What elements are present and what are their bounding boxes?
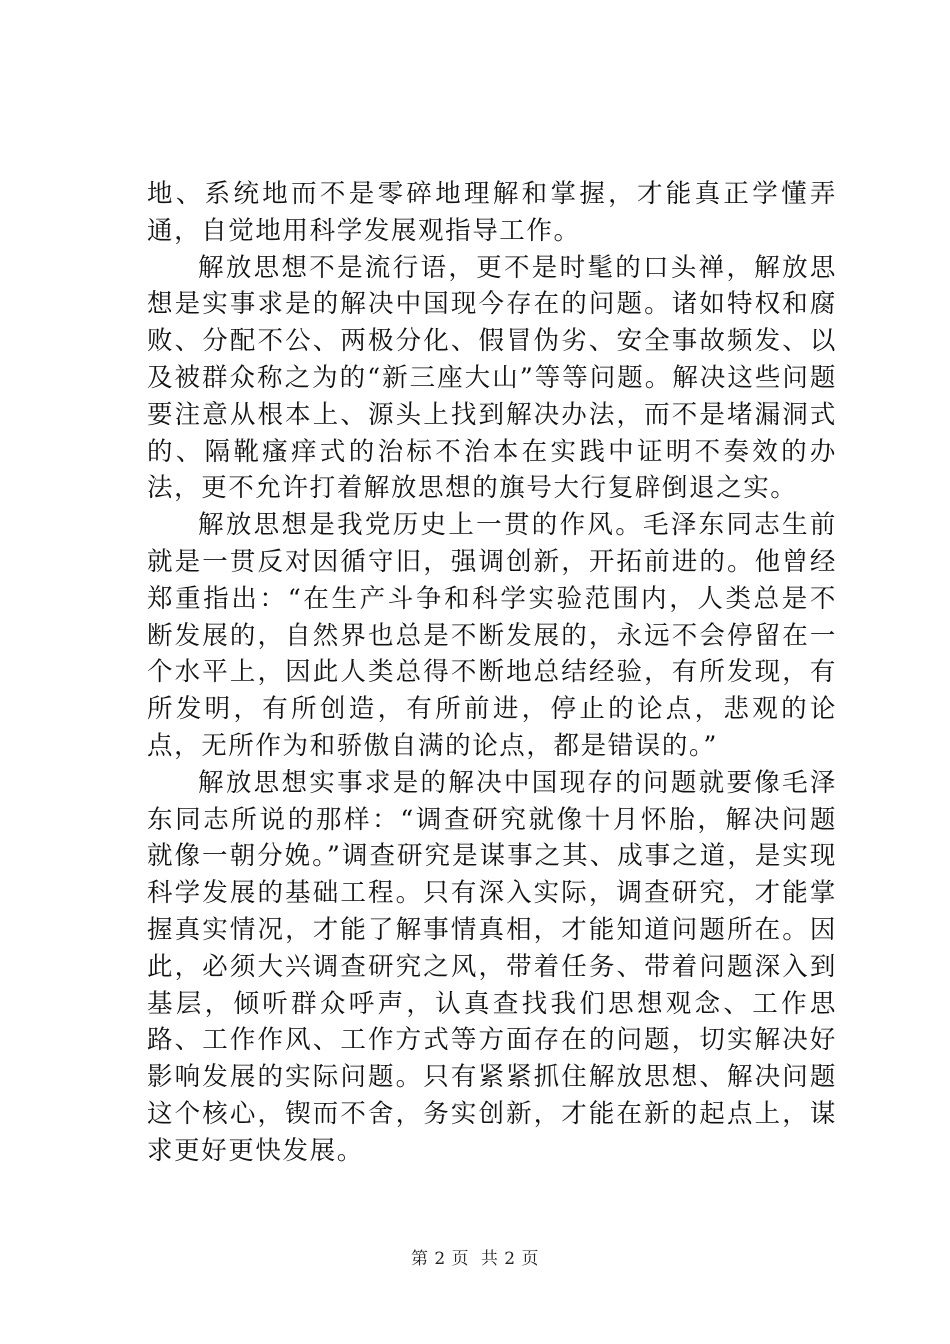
page-footer <box>0 1244 950 1269</box>
paragraph-2: 解放思想不是流行语，更不是时髦的口头禅，解放思想是实事求是的解决中国现今存在的问题。诸如特权和腐败、分配不公、两极分化、假冒伪劣、安全事故频发、以及被群众称之为的“新三座大山”等等问题。解决这些问题要注意从根本上、源头上找到解决办法，而不是堵漏洞式的、隔靴瘙痒式的治标不治本在实践中证明不奏效的办法，更不允许打着解放思想的旗号大行复辟倒退之实。 <box>147 252 837 504</box>
paragraph-1: 地、系统地而不是零碎地理解和掌握，才能真正学懂弄通，自觉地用科学发展观指导工作。 <box>147 179 837 246</box>
document-body <box>147 176 837 1170</box>
paragraph-4: 解放思想实事求是的解决中国现存的问题就要像毛泽东同志所说的那样：“调查研究就像十月怀胎，解决问题就像一朝分娩。”调查研究是谋事之其、成事之道，是实现科学发展的基础工程。只有深入实际，调查研究，才能掌握真实情况，才能了解事情真相，才能知道问题所在。因此，必须大兴调查研究之风，带着任务、带着问题深入到基层，倾听群众呼声，认真查找我们思想观念、工作思路、工作作风、工作方式等方面存在的问题，切实解决好影响发展的实际问题。只有紧紧抓住解放思想、解决问题这个核心，锲而不舍，务实创新，才能在新的起点上，谋求更好更快发展。 <box>147 767 837 1166</box>
paragraph-3: 解放思想是我党历史上一贯的作风。毛泽东同志生前就是一贯反对因循守旧，强调创新，开拓前进的。他曾经郑重指出：“在生产斗争和科学实验范围内，人类总是不断发展的，自然界也总是不断发展的，永远不会停留在一个水平上，因此人类总得不断地总结经验，有所发现，有所发明，有所创造，有所前进，停止的论点，悲观的论点，无所作为和骄傲自满的论点，都是错误的。” <box>147 510 837 761</box>
page-number-label: 第 2 页 共 2 页 <box>410 1249 540 1269</box>
